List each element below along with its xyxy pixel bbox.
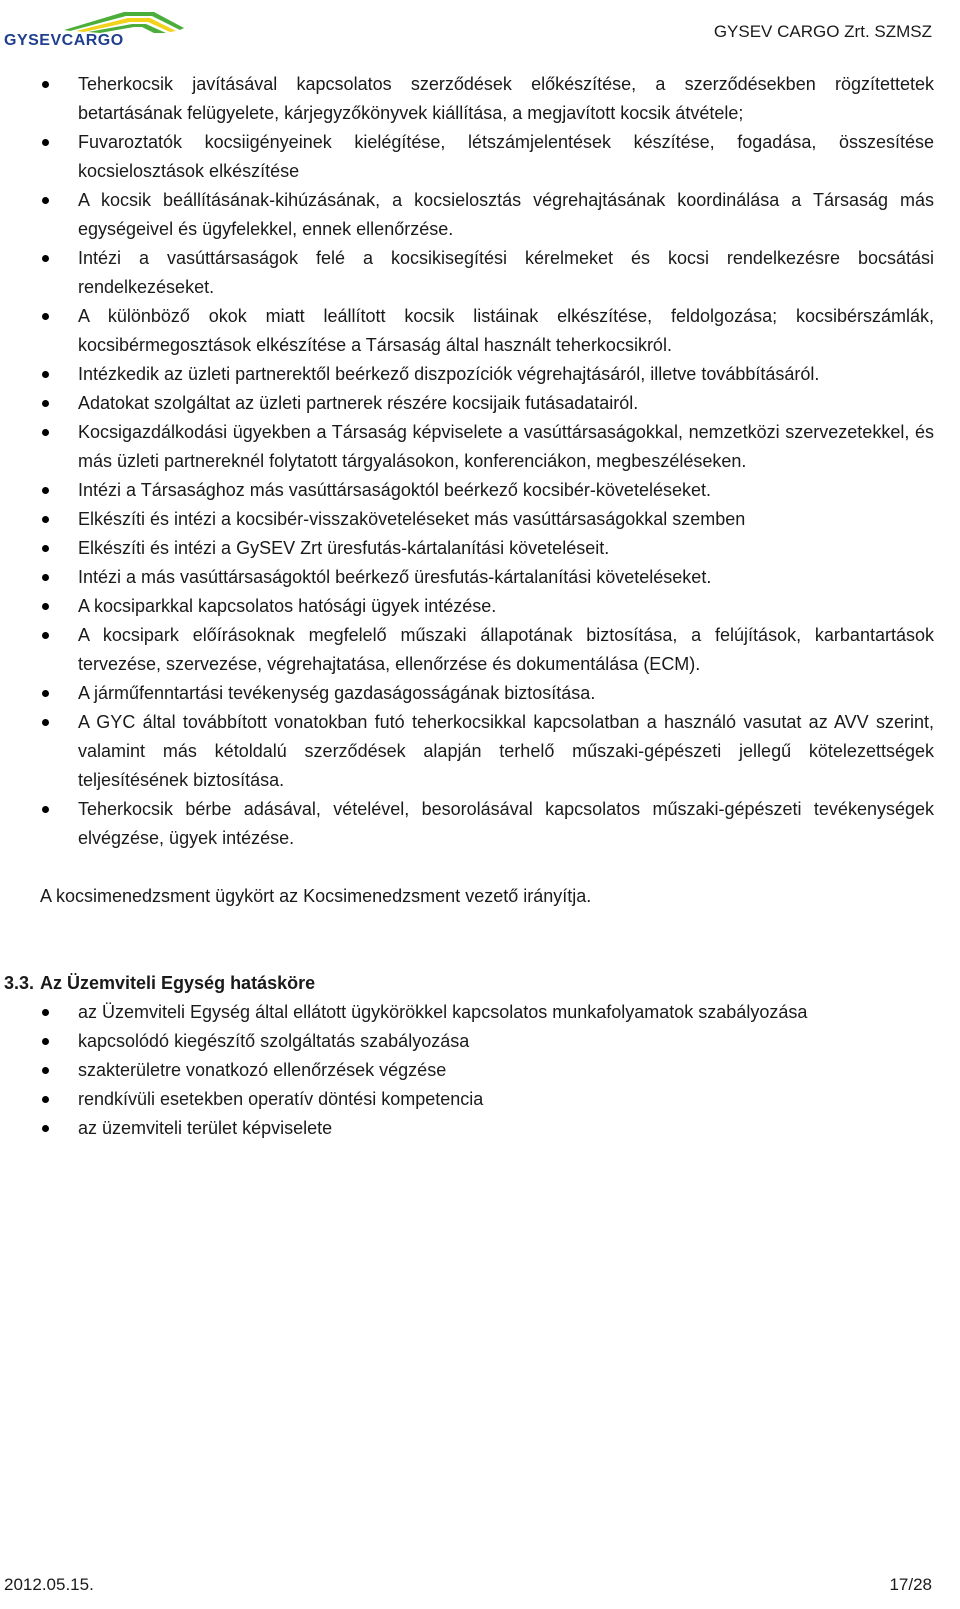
logo-wordmark: GYSEVCARGO	[4, 32, 124, 48]
section-title: Az Üzemviteli Egység hatásköre	[40, 973, 316, 993]
footer-date: 2012.05.15.	[4, 1575, 94, 1594]
list-item: A kocsiparkkal kapcsolatos hatósági ügyek intézése.	[40, 592, 934, 621]
list-item: kapcsolódó kiegészítő szolgáltatás szabályozása	[40, 1027, 934, 1056]
list-item: A kocsipark előírásoknak megfelelő műszaki állapotának biztosítása, a felújítások, karbantartások tervezése, szervezése, végrehajtatása, ellenőrzése és dokumentálása (ECM).	[40, 621, 934, 679]
page-header	[0, 0, 960, 52]
management-paragraph: A kocsimenedzsment ügykört az Kocsimenedzsment vezető irányítja.	[40, 886, 592, 906]
gysev-cargo-logo	[4, 4, 204, 48]
list-item: A GYC által továbbított vonatokban futó teherkocsikkal kapcsolatban a használó vasutat az AVV szerint, valamint más kétoldalú szerződések alapján terhelő műszaki-gépészeti jellegű kötelezettségek teljesítésének biztosítása.	[40, 708, 934, 795]
page-number: 17/28	[889, 1575, 932, 1594]
authority-list	[40, 998, 934, 1143]
list-item: A különböző okok miatt leállított kocsik listáinak elkészítése, feldolgozása; kocsibérszámlák, kocsibérmegosztások elkészítése a Társaság által használt teherkocsikról.	[40, 302, 934, 360]
list-item: Fuvaroztatók kocsiigényeinek kielégítése, létszámjelentések készítése, fogadása, összesítése kocsielosztások elkészítése	[40, 128, 934, 186]
list-item: szakterületre vonatkozó ellenőrzések végzése	[40, 1056, 934, 1085]
list-item: Intézkedik az üzleti partnerektől beérkező diszpozíciók végrehajtásáról, illetve továbbításáról.	[40, 360, 934, 389]
list-item: Elkészíti és intézi a kocsibér-visszaköveteléseket más vasúttársaságokkal szemben	[40, 505, 934, 534]
section-number: 3.3.	[4, 973, 35, 993]
document-body	[4, 70, 934, 1143]
list-item: Intézi a vasúttársaságok felé a kocsikisegítési kérelmeket és kocsi rendelkezésre bocsátási rendelkezéseket.	[40, 244, 934, 302]
document-title: GYSEV CARGO Zrt. SZMSZ	[713, 22, 932, 41]
list-item: az Üzemviteli Egység által ellátott ügykörökkel kapcsolatos munkafolyamatok szabályozása	[40, 998, 934, 1027]
list-item: Intézi a Társasághoz más vasúttársaságoktól beérkező kocsibér-követeléseket.	[40, 476, 934, 505]
list-item: rendkívüli esetekben operatív döntési kompetencia	[40, 1085, 934, 1114]
list-item: Adatokat szolgáltat az üzleti partnerek részére kocsijaik futásadatairól.	[40, 389, 934, 418]
list-item: az üzemviteli terület képviselete	[40, 1114, 934, 1143]
list-item: Kocsigazdálkodási ügyekben a Társaság képviselete a vasúttársaságokkal, nemzetközi szervezetekkel, és más üzleti partnereknél folytatott tárgyalásokon, konferenciákon, megbeszéléseken.	[40, 418, 934, 476]
list-item: Teherkocsik javításával kapcsolatos szerződések előkészítése, a szerződésekben rögzítettetek betartásának felügyelete, kárjegyzőkönyvek kiállítása, a megjavított kocsik átvétele;	[40, 70, 934, 128]
list-item: Teherkocsik bérbe adásával, vételével, besorolásával kapcsolatos műszaki-gépészeti tevékenységek elvégzése, ügyek intézése.	[40, 795, 934, 853]
list-item: Elkészíti és intézi a GySEV Zrt üresfutás-kártalanítási követeléseit.	[40, 534, 934, 563]
section-heading	[4, 969, 934, 998]
list-item: Intézi a más vasúttársaságoktól beérkező üresfutás-kártalanítási követeléseket.	[40, 563, 934, 592]
list-item: A járműfenntartási tevékenység gazdaságosságának biztosítása.	[40, 679, 934, 708]
list-item: A kocsik beállításának-kihúzásának, a kocsielosztás végrehajtásának koordinálása a Társaság más egységeivel és ügyfelekkel, ennek ellenőrzése.	[40, 186, 934, 244]
duties-list	[40, 70, 934, 853]
